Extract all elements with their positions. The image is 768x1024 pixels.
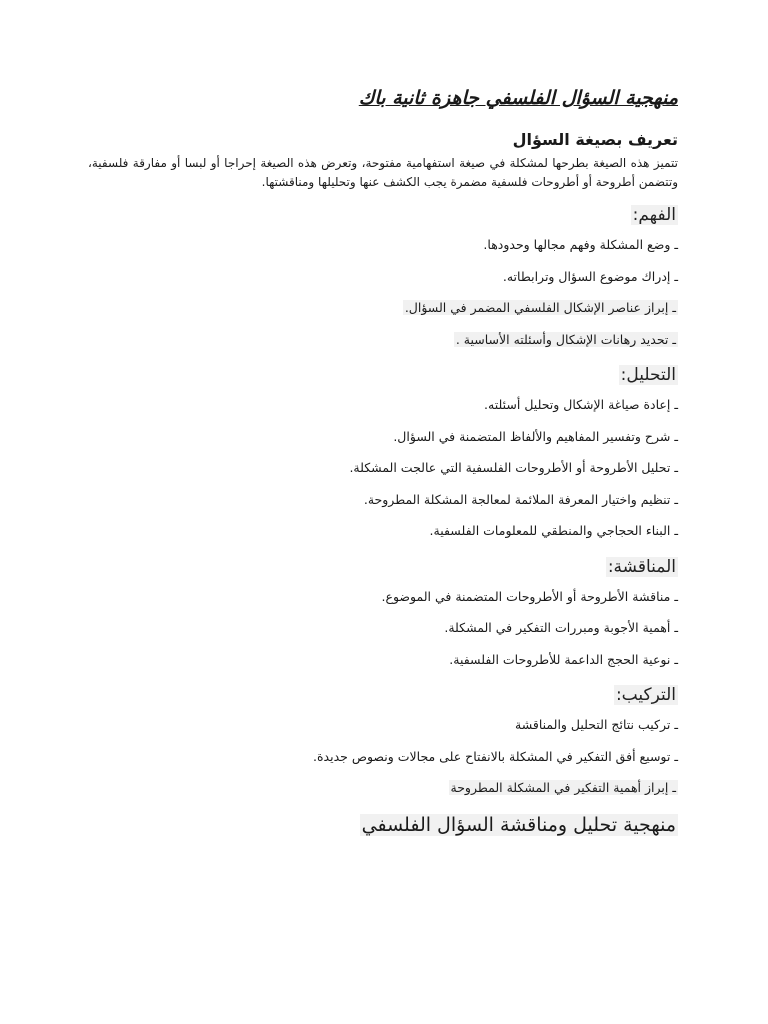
list-item: ـ أهمية الأجوبة ومبررات التفكير في المشكلة. bbox=[444, 620, 678, 635]
list-item: ـ توسيع أفق التفكير في المشكلة بالانفتاح على مجالات ونصوص جديدة. bbox=[313, 748, 678, 764]
list-item: ـ شرح وتفسير المفاهيم والألفاظ المتضمنة في السؤال. bbox=[393, 428, 678, 444]
list-item: ـ تحديد رهانات الإشكال وأسئلته الأساسية . bbox=[455, 331, 676, 347]
section-understanding bbox=[98, 202, 678, 349]
list-item: ـ إبراز عناصر الإشكال الفلسفي المضمر في السؤال. bbox=[404, 300, 676, 315]
definition-heading: تعريف بصيغة السؤال bbox=[512, 130, 678, 149]
section-heading: التركيب: bbox=[615, 685, 676, 705]
list-item: ـ تركيب نتائج التحليل والمناقشة bbox=[515, 717, 678, 732]
list-item: ـ إدراك موضوع السؤال وترابطاته. bbox=[502, 268, 678, 284]
section-list bbox=[98, 588, 678, 669]
section-heading: التحليل: bbox=[620, 365, 676, 385]
list-item: ـ مناقشة الأطروحة أو الأطروحات المتضمنة في الموضوع. bbox=[381, 588, 678, 604]
list-item: ـ البناء الحجاجي والمنطقي للمعلومات الفلسفية. bbox=[429, 523, 678, 538]
section-heading: الفهم: bbox=[632, 205, 676, 225]
list-item: ـ نوعية الحجج الداعمة للأطروحات الفلسفية. bbox=[449, 651, 678, 667]
list-item: ـ وضع المشكلة وفهم مجالها وحدودها. bbox=[483, 237, 678, 252]
section-discussion bbox=[98, 554, 678, 669]
section-list bbox=[98, 236, 678, 349]
list-item: ـ تحليل الأطروحة أو الأطروحات الفلسفية التي عالجت المشكلة. bbox=[349, 460, 678, 475]
document-content bbox=[88, 84, 678, 839]
section-list bbox=[98, 396, 678, 540]
section-list bbox=[98, 716, 678, 797]
section-analysis bbox=[98, 362, 678, 540]
section-heading: المناقشة: bbox=[607, 556, 676, 577]
list-item: ـ تنظيم واختيار المعرفة الملائمة لمعالجة المشكلة المطروحة. bbox=[363, 491, 678, 507]
document-title: منهجية السؤال الفلسفي جاهزة ثانية باك bbox=[358, 87, 678, 109]
section-synthesis bbox=[98, 682, 678, 797]
list-item: ـ إبراز أهمية التفكير في المشكلة المطروحة bbox=[450, 780, 676, 795]
list-item: ـ إعادة صياغة الإشكال وتحليل أسئلته. bbox=[484, 397, 678, 412]
intro-paragraph: تتميز هذه الصيغة بطرحها لمشكلة في صيغة استفهامية مفتوحة، وتعرض هذه الصيغة إحراجا أو لبسا أو مفارقة فلسفية، وتتضمن أطروحة أو أطروحات فلسفية مضمرة يجب الكشف عنها وتحليلها ومناقشتها. bbox=[88, 156, 678, 189]
bottom-heading: منهجية تحليل ومناقشة السؤال الفلسفي bbox=[361, 813, 676, 836]
